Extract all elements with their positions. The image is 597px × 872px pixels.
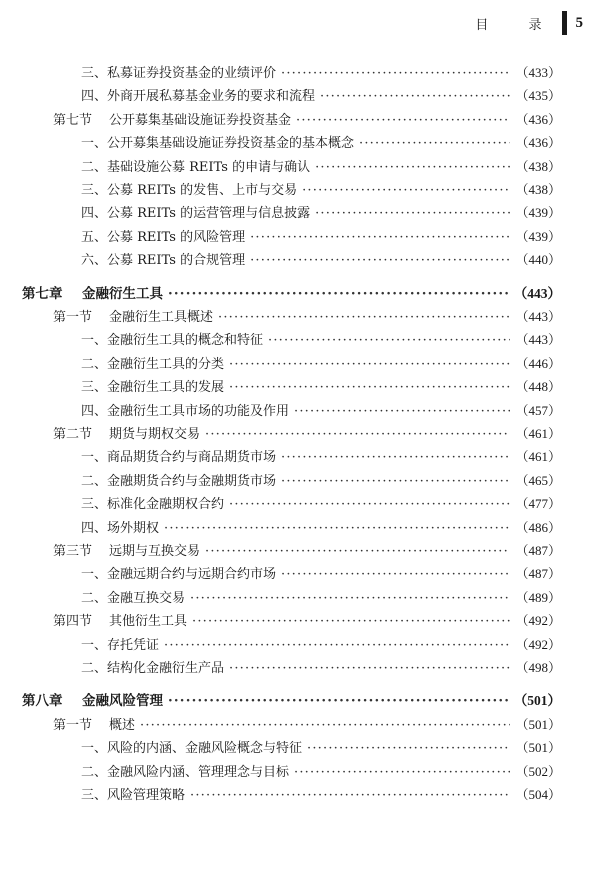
dot-leader — [218, 308, 510, 328]
toc-entry-page: （492） — [515, 613, 561, 629]
toc-entry-title: 一、风险的内涵、金融风险概念与特征 — [81, 741, 303, 757]
toc-section-entry — [53, 715, 561, 735]
toc-entry-number: 第一节 — [53, 310, 93, 325]
toc-item-entry — [81, 63, 561, 83]
toc-section-entry — [53, 307, 561, 327]
toc-item-entry — [81, 377, 561, 397]
toc-entry-page: （461） — [515, 426, 561, 441]
dot-leader — [294, 763, 510, 783]
dot-leader — [140, 716, 510, 736]
toc-entry-title: 四、场外期权 — [81, 520, 160, 536]
toc-entry-page: （501） — [515, 740, 561, 756]
toc-entry-page: （443） — [513, 285, 561, 301]
toc-entry-label — [81, 786, 185, 806]
toc-entry-label — [81, 158, 310, 178]
toc-item-entry — [81, 401, 561, 421]
toc-entry-title: 期货与期权交易 — [109, 427, 201, 442]
toc-item-entry — [81, 564, 561, 584]
dot-leader — [229, 355, 510, 375]
toc-entry-page: （486） — [515, 519, 561, 535]
toc-entry-number: 第一节 — [53, 717, 93, 733]
toc-item-entry — [81, 86, 561, 106]
toc-entry-title: 一、金融远期合约与远期合约市场 — [81, 567, 277, 583]
toc-item-entry — [81, 133, 561, 153]
dot-leader — [250, 251, 510, 271]
toc-item-entry — [81, 762, 561, 782]
toc-entry-label — [81, 87, 315, 107]
toc-entry-label — [53, 716, 135, 736]
toc-entry-label — [81, 565, 276, 585]
dot-leader — [164, 519, 510, 539]
toc-entry-page: （439） — [515, 228, 561, 244]
toc-entry-label — [81, 448, 276, 468]
toc-entry-title: 金融风险管理 — [82, 693, 163, 710]
header-divider-bar — [562, 11, 567, 35]
toc-section-entry — [53, 541, 561, 561]
toc-entry-number: 第四节 — [53, 614, 93, 630]
toc-entry-page: （502） — [515, 763, 561, 779]
toc-entry-title: 二、金融互换交易 — [81, 590, 186, 606]
dot-leader — [229, 659, 510, 679]
toc-entry-title: 三、标准化金融期权合约 — [81, 497, 225, 513]
toc-entry-title: 金融衍生工具 — [82, 285, 163, 302]
toc-entry-page: （504） — [515, 787, 561, 802]
toc-entry-label — [81, 589, 185, 609]
dot-leader — [268, 331, 510, 351]
dot-leader — [164, 636, 510, 656]
toc-entry-label — [53, 308, 213, 328]
toc-entry-title: 二、金融期货合约与金融期货市场 — [81, 473, 277, 489]
header-title: 目 录 — [475, 17, 560, 33]
toc-entry-label — [81, 251, 245, 271]
toc-entry-title: 四、公募 REITs 的运营管理与信息披露 — [81, 206, 311, 222]
toc-item-entry — [81, 471, 561, 491]
toc-item-entry — [81, 494, 561, 514]
toc-item-entry — [81, 785, 561, 805]
toc-entry-label — [81, 659, 224, 679]
toc-entry-title: 三、风险管理策略 — [81, 788, 186, 803]
toc-entry-title: 四、金融衍生工具市场的功能及作用 — [81, 403, 290, 419]
toc-entry-title: 四、外商开展私募基金业务的要求和流程 — [81, 89, 316, 105]
toc-section-entry — [53, 611, 561, 631]
toc-entry-label — [81, 181, 297, 201]
dot-leader — [229, 495, 510, 515]
toc-entry-label — [53, 111, 291, 131]
dot-leader — [205, 542, 510, 562]
dot-leader — [281, 472, 510, 492]
toc-entry-label — [81, 739, 302, 759]
toc-item-entry — [81, 157, 561, 177]
toc-entry-title: 一、商品期货合约与商品期货市场 — [81, 450, 277, 466]
toc-entry-label — [81, 331, 263, 351]
dot-leader — [281, 565, 510, 585]
toc-entry-page: （443） — [515, 309, 561, 324]
toc-item-entry — [81, 658, 561, 678]
toc-entry-title: 远期与互换交易 — [109, 544, 201, 559]
dot-leader — [359, 134, 510, 154]
toc-entry-label — [81, 495, 224, 515]
toc-entry-page: （435） — [515, 88, 561, 104]
toc-entry-label — [81, 763, 289, 783]
dot-leader — [320, 87, 510, 107]
dot-leader — [229, 378, 510, 398]
toc-entry-label — [81, 134, 354, 154]
toc-entry-page: （498） — [515, 660, 561, 675]
toc-section-entry — [53, 424, 561, 444]
dot-leader — [302, 181, 510, 201]
toc-entry-title: 二、结构化金融衍生产品 — [81, 661, 225, 676]
toc-entry-page: （438） — [515, 182, 561, 197]
dot-leader — [205, 425, 510, 445]
dot-leader — [294, 402, 510, 422]
toc-chapter-entry — [22, 691, 561, 711]
dot-leader — [168, 284, 509, 304]
toc-entry-page: （433） — [515, 65, 561, 80]
dot-leader — [281, 64, 510, 84]
toc-entry-page: （443） — [515, 332, 561, 348]
toc-entry-page: （448） — [515, 379, 561, 395]
dot-leader — [307, 739, 510, 759]
toc-entry-number: 第七节 — [53, 112, 93, 128]
toc-entry-title: 三、公募 REITs 的发售、上市与交易 — [81, 183, 298, 198]
toc-entry-page: （439） — [515, 205, 561, 221]
toc-entry-title: 二、金融风险内涵、管理理念与目标 — [81, 764, 290, 780]
dot-leader — [190, 589, 510, 609]
toc-entry-title: 一、存托凭证 — [81, 637, 160, 653]
toc-entry-label — [81, 64, 276, 84]
toc-entry-page: （477） — [515, 496, 561, 512]
toc-entry-label — [81, 636, 159, 656]
dot-leader — [250, 228, 510, 248]
toc-entry-title: 一、金融衍生工具的概念和特征 — [81, 333, 264, 349]
toc-entry-page: （465） — [515, 472, 561, 488]
toc-entry-title: 三、金融衍生工具的发展 — [81, 380, 225, 396]
toc-entry-page: （492） — [515, 636, 561, 652]
toc-entry-title: 一、公开募集基础设施证券投资基金的基本概念 — [81, 136, 355, 152]
toc-entry-label — [81, 204, 310, 224]
toc-entry-title: 五、公募 REITs 的风险管理 — [81, 229, 246, 245]
toc-entry-label — [53, 425, 200, 445]
toc-item-entry — [81, 518, 561, 538]
toc-item-entry — [81, 180, 561, 200]
dot-leader — [315, 204, 510, 224]
toc-item-entry — [81, 354, 561, 374]
toc-entry-page: （461） — [515, 449, 561, 465]
toc-item-entry — [81, 635, 561, 655]
toc-entry-number: 第七章 — [22, 285, 63, 302]
dot-leader — [281, 448, 510, 468]
toc-entry-label — [81, 228, 245, 248]
toc-entry-label — [22, 691, 163, 711]
toc-item-entry — [81, 227, 561, 247]
toc-entry-page: （440） — [515, 252, 561, 268]
running-header — [475, 12, 583, 34]
toc-item-entry — [81, 250, 561, 270]
toc-entry-label — [81, 378, 224, 398]
toc-entry-page: （501） — [513, 693, 561, 709]
toc-item-entry — [81, 738, 561, 758]
dot-leader — [315, 158, 510, 178]
dot-leader — [296, 111, 510, 131]
toc-entry-page: （436） — [515, 135, 561, 151]
toc-entry-number: 第八章 — [22, 693, 63, 710]
toc-entry-page: （438） — [515, 158, 561, 174]
toc-entry-page: （501） — [515, 716, 561, 732]
toc-entry-page: （487） — [515, 566, 561, 582]
toc-section-entry — [53, 110, 561, 130]
toc-item-entry — [81, 588, 561, 608]
toc-entry-label — [81, 519, 159, 539]
toc-entry-page: （436） — [515, 111, 561, 127]
toc-entry-title: 金融衍生工具概述 — [109, 310, 214, 325]
dot-leader — [168, 691, 509, 711]
toc-entry-label — [53, 542, 200, 562]
toc-chapter-entry — [22, 284, 561, 304]
toc-entry-title: 概述 — [109, 717, 136, 733]
toc-entry-title: 六、公募 REITs 的合规管理 — [81, 253, 246, 269]
toc-entry-page: （489） — [515, 589, 561, 605]
toc-entry-title: 二、金融衍生工具的分类 — [81, 356, 225, 372]
dot-leader — [192, 612, 510, 632]
toc-entry-label — [81, 472, 276, 492]
toc-entry-label — [53, 612, 187, 632]
toc-entry-title: 三、私募证券投资基金的业绩评价 — [81, 66, 277, 81]
toc-item-entry — [81, 203, 561, 223]
toc-entry-title: 公开募集基础设施证券投资基金 — [109, 112, 292, 128]
toc-entry-number: 第三节 — [53, 544, 93, 559]
toc-entry-number: 第二节 — [53, 427, 93, 442]
toc-item-entry — [81, 330, 561, 350]
toc-entry-title: 二、基础设施公募 REITs 的申请与确认 — [81, 159, 311, 175]
toc-entry-title: 其他衍生工具 — [109, 614, 188, 630]
toc-entry-label — [81, 355, 224, 375]
toc-entry-page: （446） — [515, 355, 561, 371]
toc-item-entry — [81, 447, 561, 467]
toc-entry-page: （457） — [515, 402, 561, 418]
toc-entry-label — [22, 284, 163, 304]
toc-entry-label — [81, 402, 289, 422]
dot-leader — [190, 786, 510, 806]
header-page-number: 5 — [575, 14, 583, 31]
toc-entry-page: （487） — [515, 543, 561, 558]
